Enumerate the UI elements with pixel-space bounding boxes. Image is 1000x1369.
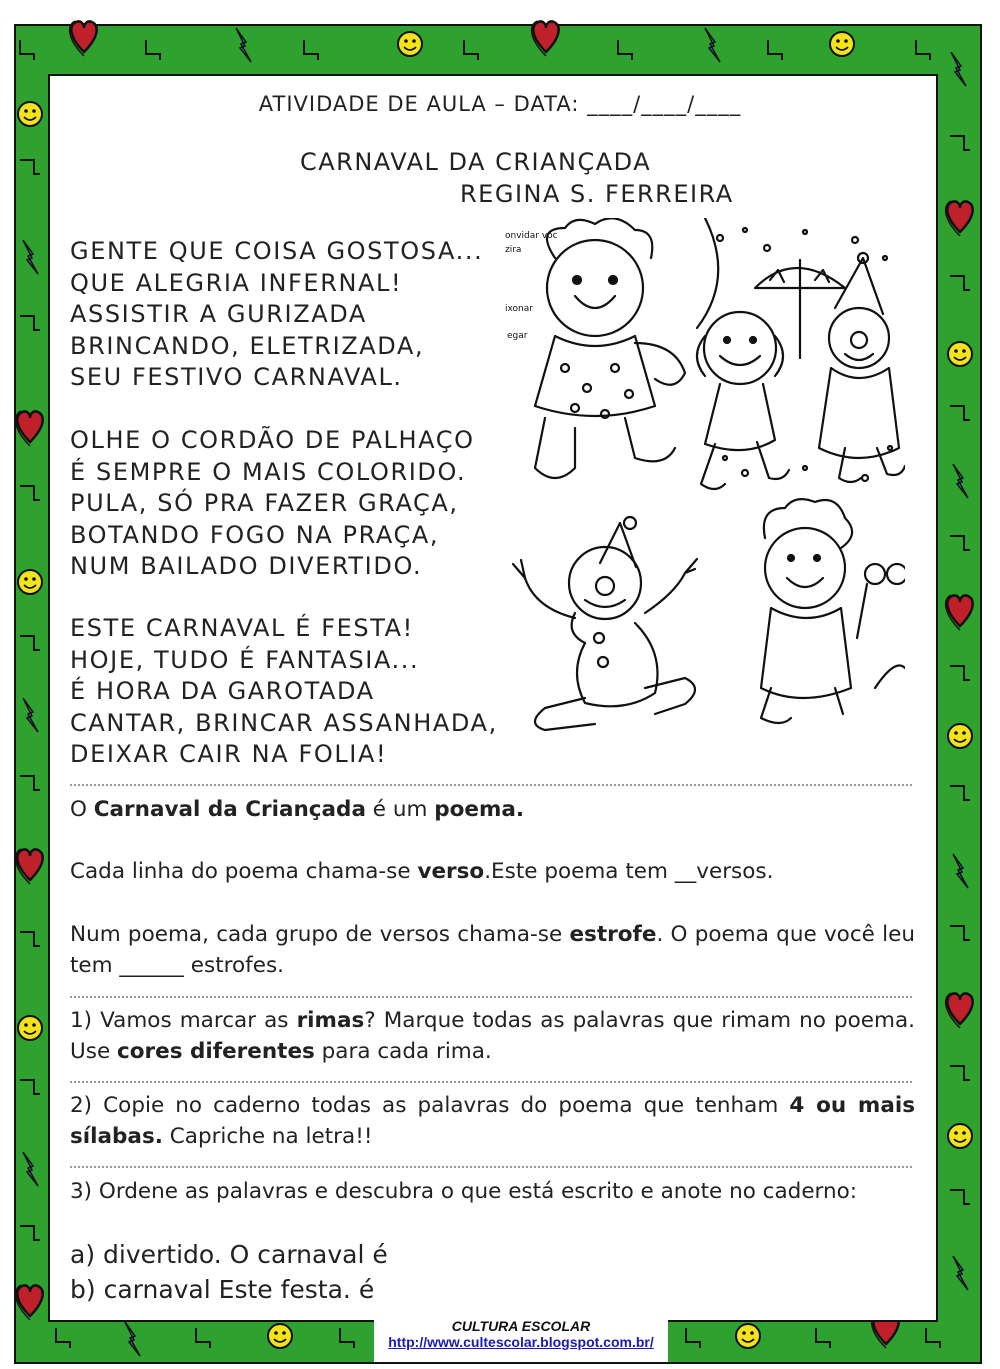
illustration-text-fragment: ixonar (505, 304, 533, 314)
step-line-icon (464, 40, 478, 60)
step-line-icon (304, 40, 318, 60)
lightning-bolt-icon (23, 1152, 38, 1186)
step-line-icon (146, 40, 160, 60)
step-line-icon (950, 926, 970, 940)
poem-author: REGINA S. FERREIRA (460, 180, 734, 208)
step-line-icon (950, 1190, 970, 1204)
step-line-icon (20, 316, 40, 330)
smiley-icon (268, 1324, 292, 1348)
smiley-icon (398, 32, 422, 56)
poem-stanza-3 (70, 613, 498, 771)
smiley-icon (948, 1124, 972, 1148)
poem-verse: BRINCANDO, ELETRIZADA, (70, 331, 425, 360)
smiley-icon (736, 1324, 760, 1348)
verse-count-question (70, 856, 915, 887)
step-line-icon (20, 932, 40, 946)
poem-verse: ESTE CARNAVAL É FESTA! (70, 614, 414, 642)
section-divider (70, 784, 912, 786)
step-line-icon (950, 666, 970, 680)
intro-text: é um (365, 797, 435, 822)
step-line-icon (20, 776, 40, 790)
poem-verse: É SEMPRE O MAIS COLORIDO. (70, 457, 467, 486)
footer-site-name: CULTURA ESCOLAR (451, 1318, 591, 1334)
poem-verse: GENTE QUE COISA GOSTOSA... (70, 237, 484, 265)
carnival-children-illustration (505, 218, 905, 738)
step-line-icon (20, 1226, 40, 1240)
step-line-icon (20, 160, 40, 174)
question-1-text: ? Marque todas as palavras que rimam no poema. Use (70, 1008, 915, 1064)
step-line-icon (768, 40, 782, 60)
lightning-bolt-icon (23, 698, 38, 732)
lightning-bolt-icon (951, 52, 966, 86)
heart-icon (946, 201, 973, 236)
step-line-icon (950, 786, 970, 800)
poem-verse: PULA, SÓ PRA FAZER GRAÇA, (70, 489, 459, 517)
poem-verse: SEU FESTIVO CARNAVAL. (70, 363, 403, 391)
intro-bold-poema: poema. (434, 797, 525, 822)
poem-verse: HOJE, TUDO É FANTASIA... (70, 645, 420, 674)
step-line-icon (950, 536, 970, 550)
girl-figure (761, 499, 905, 723)
step-line-icon (926, 1328, 940, 1348)
stanza-count-question (70, 919, 915, 981)
illustration-text-fragment: onvidar voc (505, 231, 558, 241)
question-3-order-words: 3) Ordene as palavras e descubra o que está escrito e anote no caderno: (70, 1179, 858, 1204)
step-line-icon (20, 636, 40, 650)
step-line-icon (816, 1328, 830, 1348)
smiley-icon (948, 724, 972, 748)
heart-icon (532, 21, 559, 56)
lightning-bolt-icon (705, 28, 720, 62)
lightning-bolt-icon (236, 28, 251, 62)
step-line-icon (950, 406, 970, 420)
heart-icon (946, 993, 973, 1028)
activity-date-header: ATIVIDADE DE AULA – DATA: ____/____/____ (258, 92, 742, 116)
step-line-icon (950, 276, 970, 290)
step-line-icon (950, 1066, 970, 1080)
question-1-bold: cores diferentes (117, 1039, 315, 1064)
stanza-question-text: Num poema, cada grupo de versos chama-se (70, 922, 570, 947)
step-line-icon (56, 1328, 70, 1348)
lightning-bolt-icon (23, 240, 38, 274)
poem-verse: QUE ALEGRIA INFERNAL! (70, 268, 403, 297)
clown-figure (513, 517, 697, 730)
question-2-syllables (70, 1090, 915, 1152)
girl-figure (535, 218, 685, 478)
intro-bold-title: Carnaval da Criançada (93, 797, 366, 822)
step-line-icon (916, 40, 930, 60)
lightning-bolt-icon (953, 854, 968, 888)
section-divider (70, 996, 912, 998)
heart-icon (16, 1285, 43, 1320)
poem-title: CARNAVAL DA CRIANÇADA (300, 148, 652, 176)
verse-question-text: Cada linha do poema chama-se (70, 859, 418, 884)
poem-verse: CANTAR, BRINCAR ASSANHADA, (70, 708, 498, 737)
umbrella-figure (755, 260, 845, 358)
poem-stanza-2 (70, 425, 475, 583)
smiley-icon (18, 570, 42, 594)
lightning-bolt-icon (125, 1322, 140, 1356)
poem-verse: ASSISTIR A GURIZADA (70, 300, 367, 328)
question-1-rhymes (70, 1005, 915, 1067)
lightning-bolt-icon (953, 1256, 968, 1290)
verse-bold-term: verso (417, 859, 485, 884)
heart-icon (946, 595, 973, 630)
smiley-icon (18, 1016, 42, 1040)
intro-sentence (70, 794, 915, 825)
poem-verse: NUM BAILADO DIVERTIDO. (70, 552, 423, 580)
lightning-bolt-icon (953, 464, 968, 498)
heart-icon (16, 411, 43, 446)
step-line-icon (20, 486, 40, 500)
girl-figure (697, 312, 789, 489)
verse-question-text: .Este poema tem __versos. (484, 859, 774, 884)
smiley-icon (948, 342, 972, 366)
heart-icon (70, 21, 97, 56)
step-line-icon (686, 1328, 700, 1348)
section-divider (70, 1081, 912, 1083)
stanza-question-text: . O poema que você leu tem ______ estrofes. (70, 922, 915, 978)
smiley-icon (830, 32, 854, 56)
stanza-bold-term: estrofe (569, 922, 657, 947)
answer-item-a: a) divertido. O carnaval é (70, 1240, 388, 1269)
answer-item-b: b) carnaval Este festa. é (70, 1275, 375, 1304)
step-line-icon (20, 1080, 40, 1094)
question-1-bold: rimas (296, 1008, 365, 1033)
step-line-icon (196, 1328, 210, 1348)
heart-icon (16, 849, 43, 884)
step-line-icon (950, 136, 970, 150)
illustration-text-fragment: zira (505, 245, 522, 255)
footer-site-link[interactable]: http://www.cultescolar.blogspot.com.br/ (388, 1334, 654, 1350)
step-line-icon (20, 40, 34, 60)
question-1-text: 1) Vamos marcar as (70, 1008, 297, 1033)
question-2-text: Capriche na letra!! (162, 1124, 373, 1149)
step-line-icon (340, 1328, 354, 1348)
poem-verse: É HORA DA GAROTADA (70, 677, 375, 705)
intro-text: O (70, 797, 94, 822)
illustration-text-fragment: egar (507, 331, 528, 341)
question-1-text: para cada rima. (314, 1039, 492, 1064)
question-2-bold: 4 ou mais sílabas. (70, 1093, 915, 1149)
footer-credit (374, 1318, 668, 1362)
step-line-icon (618, 40, 632, 60)
question-2-text: 2) Copie no caderno todas as palavras do poema que tenham (70, 1093, 790, 1118)
poem-verse: BOTANDO FOGO NA PRAÇA, (70, 520, 440, 549)
section-divider (70, 1166, 912, 1168)
poem-stanza-1 (70, 236, 483, 394)
poem-verse: OLHE O CORDÃO DE PALHAÇO (70, 426, 475, 454)
poem-verse: DEIXAR CAIR NA FOLIA! (70, 740, 388, 768)
